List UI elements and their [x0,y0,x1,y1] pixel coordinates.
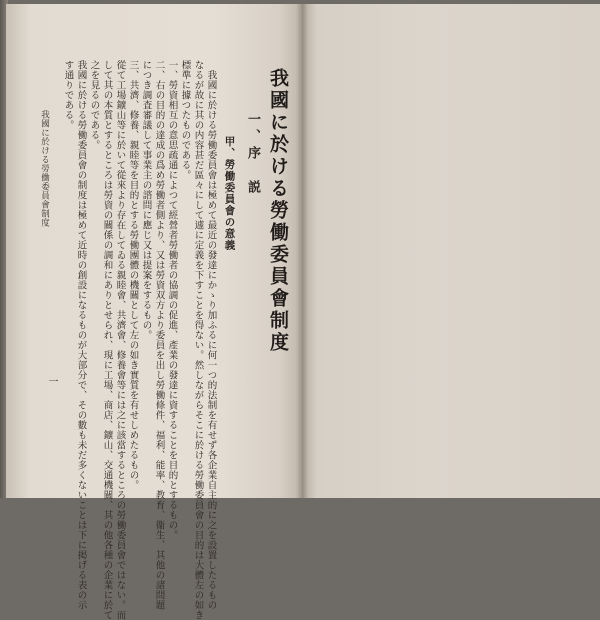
body-line-5: 二、右の目的の達成の爲め勞働者側より、又は勞資双方より委員を出し勞働條件、福利、能率、教育、衞生、其他の諸問題 [153,60,165,610]
body-line-7: 三、共濟、修養、親睦等を目的とする勞働團體の機關として左の如き實質を有せしめたるもの。 [127,60,139,490]
page-number: 一 [46,376,57,387]
body-line-4: 一、勞資相互の意思疏通によつて經營者勞働者の協調の促進、產業の發達に資することを目的とするもの。 [166,60,178,540]
body-line-1: 我國に於ける勞働委員會は極めて最近の發達にかゝり加ふるに何一つ的法制を有せず各企業自主的に之を設置したるもの [205,70,217,610]
body-line-10: 之を見るのである。 [88,60,100,150]
body-line-2: なるが故に其の内容甚だ區々にして遽に定義を下すことを得ない。然しながらそこに於ける勞働委員會の目的は大體左の如き [192,60,204,620]
subsection-heading: 甲、勞働委員會の意義 [223,136,236,251]
running-footer: 我國に於ける勞働委員會制度 [39,110,50,227]
body-line-12: す通りである。 [62,60,74,130]
body-line-3: 標準に據つたものである。 [179,60,191,180]
chapter-title: 我國に於ける勞働委員會制度 [267,68,289,354]
section-heading: 一、序 説 [245,112,260,197]
body-line-11: 我國に於ける勞働委員會の制度は極めて近時の創設になるものが大部分で、その數も未だ多くないことは下に掲げる表の示 [75,60,87,610]
book-gutter [296,4,308,498]
body-line-8: 從て工場鑛山等に於いて從來より存在してゐる親睦會、共濟會、修養會等には之に該當するところの勞働委員會ではない。而 [114,60,126,620]
right-page [302,4,600,498]
body-line-6: につき調査審議して事業主の諮問に應じ又は提案をするもの。 [140,60,152,340]
body-line-9: して其の本質とするところは勞資の關係の調和にありとせられ、現に工場、商店、鑛山、交通機關、其の他各種の企業に於て [101,60,113,620]
